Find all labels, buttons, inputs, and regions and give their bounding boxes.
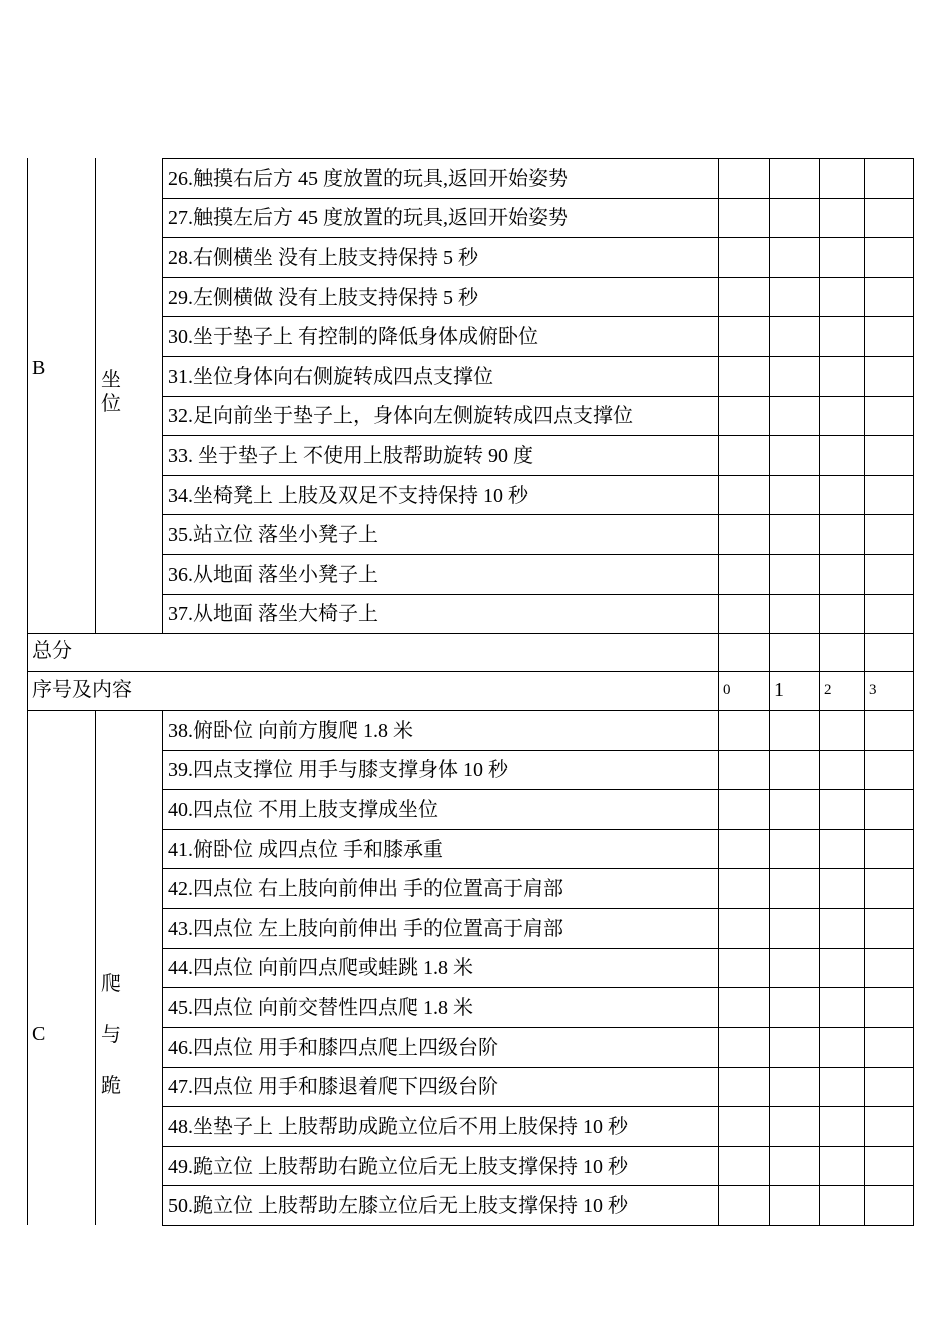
table-rule (162, 1067, 914, 1068)
section-c-item: 46.四点位 用手和膝四点爬上四级台阶 (168, 1037, 498, 1059)
table-rule (162, 514, 914, 515)
table-rule (162, 396, 914, 397)
section-c-letter: C (32, 1023, 46, 1045)
table-rule (162, 948, 914, 949)
table-rule (162, 1106, 914, 1107)
total-label: 总分 (32, 640, 72, 662)
section-c-item: 42.四点位 右上肢向前伸出 手的位置高于肩部 (168, 878, 563, 900)
table-rule (162, 1027, 914, 1028)
table-rule (162, 868, 914, 869)
section-c-item: 44.四点位 向前四点爬或蛙跳 1.8 米 (168, 957, 473, 979)
section-b-item: 29.左侧横做 没有上肢支持保持 5 秒 (168, 287, 478, 309)
table-rule (162, 594, 914, 595)
table-rule (162, 158, 914, 159)
table-rule (162, 750, 914, 751)
table-rule (819, 158, 820, 633)
section-c-item: 49.跪立位 上肢帮助右跪立位后无上肢支撑保持 10 秒 (168, 1156, 628, 1178)
section-c-item: 41.俯卧位 成四点位 手和膝承重 (168, 839, 443, 861)
table-rule (769, 633, 770, 710)
table-rule (162, 356, 914, 357)
table-rule (162, 789, 914, 790)
section-c-item: 50.跪立位 上肢帮助左膝立位后无上肢支撑保持 10 秒 (168, 1195, 628, 1217)
section-c-item: 45.四点位 向前交替性四点爬 1.8 米 (168, 997, 473, 1019)
table-rule (162, 158, 163, 633)
header-label: 序号及内容 (32, 679, 132, 701)
section-b-item: 27.触摸左后方 45 度放置的玩具,返回开始姿势 (168, 207, 568, 229)
section-c-category-char: 爬 (101, 973, 121, 995)
section-c-category (98, 972, 124, 1125)
table-rule (769, 710, 770, 1225)
section-c-item: 39.四点支撑位 用手与膝支撑身体 10 秒 (168, 759, 508, 781)
section-b-item: 26.触摸右后方 45 度放置的玩具,返回开始姿势 (168, 168, 568, 190)
table-rule (864, 710, 865, 1225)
table-rule (162, 987, 914, 988)
table-rule (162, 710, 163, 1225)
table-rule (913, 158, 914, 633)
section-b-item: 31.坐位身体向右侧旋转成四点支撑位 (168, 366, 493, 388)
section-c-item: 38.俯卧位 向前方腹爬 1.8 米 (168, 720, 413, 742)
table-rule (913, 710, 914, 1225)
section-b-letter: B (32, 357, 46, 379)
section-b-item: 36.从地面 落坐小凳子上 (168, 564, 378, 586)
section-c-category-char: 与 (101, 1024, 121, 1046)
section-b-category-char: 位 (101, 393, 121, 415)
section-c-category-char: 跪 (101, 1075, 121, 1097)
table-rule (27, 633, 914, 634)
table-rule (162, 1146, 914, 1147)
section-b-item: 32.足向前坐于垫子上，身体向左侧旋转成四点支撑位 (168, 405, 633, 427)
table-rule (162, 554, 914, 555)
section-b-item: 28.右侧横坐 没有上肢支持保持 5 秒 (168, 247, 478, 269)
table-rule (718, 158, 719, 633)
table-rule (27, 710, 28, 1225)
table-rule (162, 198, 914, 199)
section-b-item: 34.坐椅凳上 上肢及双足不支持保持 10 秒 (168, 485, 528, 507)
score-header-2: 2 (824, 682, 832, 698)
table-rule (162, 475, 914, 476)
table-rule (162, 908, 914, 909)
table-rule (718, 633, 719, 710)
table-rule (864, 158, 865, 633)
table-rule (162, 277, 914, 278)
table-rule (819, 710, 820, 1225)
table-rule (819, 633, 820, 710)
table-rule (27, 633, 28, 710)
table-rule (718, 710, 719, 1225)
table-rule (913, 633, 914, 710)
section-b-category-char: 坐 (101, 369, 121, 391)
score-header-0: 0 (723, 682, 731, 698)
section-b-item: 35.站立位 落坐小凳子上 (168, 524, 378, 546)
table-rule (162, 1225, 914, 1226)
table-rule (27, 671, 914, 672)
table-rule (162, 237, 914, 238)
table-rule (162, 435, 914, 436)
section-b-item: 30.坐于垫子上 有控制的降低身体成俯卧位 (168, 326, 538, 348)
table-rule (27, 710, 914, 711)
table-rule (162, 1185, 914, 1186)
table-rule (27, 158, 28, 633)
table-rule (162, 316, 914, 317)
section-c-item: 48.坐垫子上 上肢帮助成跪立位后不用上肢保持 10 秒 (168, 1116, 628, 1138)
table-rule (769, 158, 770, 633)
section-b-item: 33. 坐于垫子上 不使用上肢帮助旋转 90 度 (168, 445, 533, 467)
section-b-category (98, 368, 124, 416)
section-c-item: 47.四点位 用手和膝退着爬下四级台阶 (168, 1076, 498, 1098)
table-rule (95, 710, 96, 1225)
section-c-item: 43.四点位 左上肢向前伸出 手的位置高于肩部 (168, 918, 563, 940)
table-rule (162, 829, 914, 830)
section-c-item: 40.四点位 不用上肢支撑成坐位 (168, 799, 438, 821)
table-rule (95, 158, 96, 633)
score-header-3: 3 (869, 682, 877, 698)
section-b-item: 37.从地面 落坐大椅子上 (168, 603, 378, 625)
table-rule (864, 633, 865, 710)
score-header-1: 1 (774, 679, 784, 701)
